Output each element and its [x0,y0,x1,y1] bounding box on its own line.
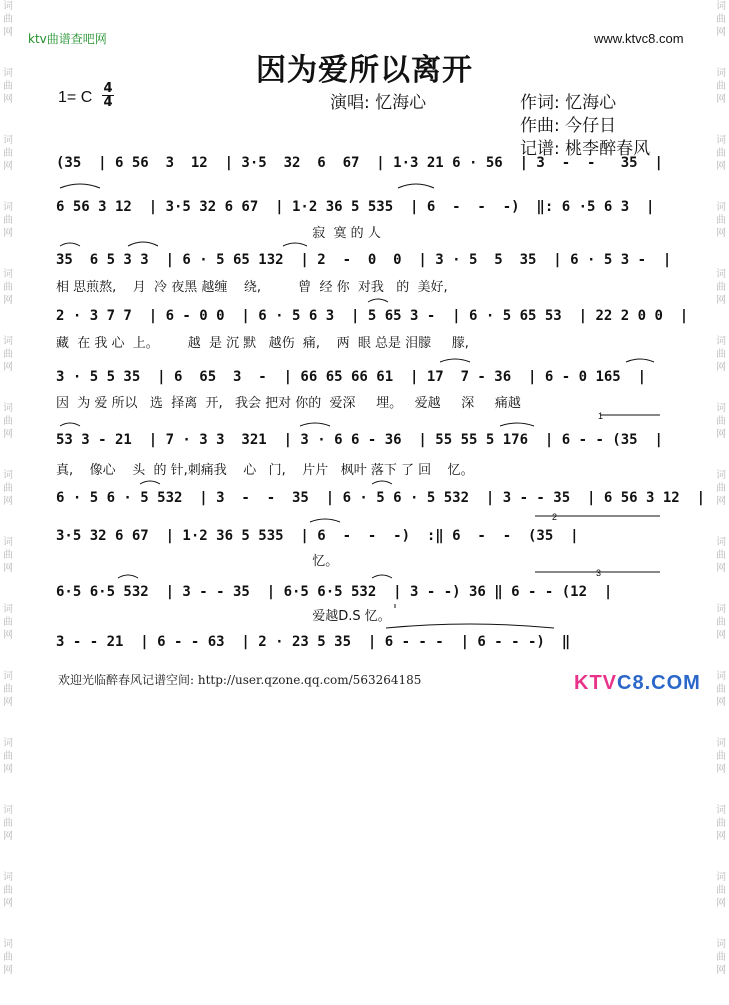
site-logo [574,672,701,695]
watermark-char: 词 [3,872,13,883]
watermark-char: 曲 [3,885,13,896]
score-row-6-notes: 53 3 - 21 | 7 · 3 3 321 | 3 · 6 6 - 36 | 55 55 5 176 | 6 - - (35 | [56,432,663,448]
key-signature: 1= C [58,89,93,106]
score-row-4-notes: 2 · 3 7 7 | 6 - 0 0 | 6 · 5 6 3 | 5 65 3 - | 6 · 5 65 53 | 22 2 0 0 | [56,308,689,324]
watermark-char: 网 [716,496,726,507]
slur-15 [118,575,138,578]
watermark-char: 曲 [716,550,726,561]
watermark-char: 网 [716,295,726,306]
watermark-char: 网 [716,362,726,373]
watermark-char: 词 [3,805,13,816]
watermark-char: 曲 [716,617,726,628]
watermark-char: 曲 [3,282,13,293]
score-row-8-notes: 3·5 32 6 67 | 1·2 36 5 535 | 6 - - -) :‖ 6 - - (35 | [56,528,579,544]
watermark-char: 网 [716,764,726,775]
watermark-char: 词 [3,269,13,280]
watermark-char: 网 [716,94,726,105]
watermark-char: 网 [3,831,13,842]
meter-bottom: 4 [103,95,113,110]
watermark-char: 网 [716,429,726,440]
slur-10 [300,423,330,426]
watermark-gap [713,843,729,871]
watermark-char: 词 [716,604,726,615]
watermark-char: 曲 [3,349,13,360]
watermark-char: 词 [716,537,726,548]
watermark-char: 网 [716,630,726,641]
watermark-char: 词 [716,671,726,682]
watermark-char: 网 [3,362,13,373]
watermark-char: 曲 [716,148,726,159]
watermark-char: 词 [716,403,726,414]
score-row-6-lyrics: 真, 像心 头 的 针,刺痛我 心 门, 片片 枫叶 落下 了 回 忆。 [56,463,474,478]
watermark-char: 曲 [3,952,13,963]
watermark-char: 词 [716,805,726,816]
watermark-char: 曲 [3,550,13,561]
slur-9 [60,423,80,426]
watermark-char: 曲 [716,349,726,360]
score-row-3-notes: 35 6 5 3 3 | 6 · 5 65 132 | 2 - 0 0 | 3 · 5 5 35 | 6 · 5 3 - | [56,252,672,268]
watermark-char: 词 [716,470,726,481]
composer-credit: 作曲: 今仔日 [520,116,617,136]
watermark-char: 曲 [3,818,13,829]
score-row-2-lyrics: 寂 寞 的 人 [56,226,381,241]
score-row-5-lyrics: 因 为 爱 所以 选 择离 开, 我会 把对 你的 爱深 埋。 爱越 深 痛越 [56,396,521,411]
watermark-char: 网 [3,898,13,909]
watermark-char: 曲 [3,751,13,762]
watermark-gap [0,977,16,1005]
watermark-char: 词 [716,336,726,347]
watermark-char: 网 [3,429,13,440]
watermark-char: 曲 [716,684,726,695]
watermark-char: 曲 [716,952,726,963]
watermark-char: 曲 [3,483,13,494]
watermark-char: 网 [3,965,13,976]
volta-2-number: 2 [552,512,558,522]
logo-part-b: C8.COM [617,672,701,694]
score-row-9-notes: 6·5 6·5 532 | 3 - - 35 | 6·5 6·5 532 | 3 - -) 36 ‖ 6 - - (12 | [56,584,613,600]
watermark-char: 网 [716,965,726,976]
watermark-gap [0,776,16,804]
watermark-char: 曲 [3,617,13,628]
watermark-char: 网 [716,831,726,842]
watermark-char: 曲 [716,885,726,896]
watermark-char: 曲 [3,684,13,695]
watermark-char: 曲 [3,14,13,25]
score-row-8-lyrics: 忆。 [56,554,339,569]
watermark-char: 曲 [716,483,726,494]
watermark-char: 词 [3,1,13,12]
tie-long [386,624,554,628]
watermark-char: 网 [716,228,726,239]
watermark-char: 词 [3,336,13,347]
watermark-char: 曲 [716,282,726,293]
watermark-char: 词 [716,939,726,950]
watermark-gap [0,843,16,871]
watermark-char: 网 [3,764,13,775]
watermark-char: 网 [3,697,13,708]
watermark-char: 词 [3,68,13,79]
watermark-char: 网 [716,697,726,708]
watermark-char: 词 [716,269,726,280]
watermark-char: 网 [3,27,13,38]
watermark-char: 网 [716,27,726,38]
watermark-char: 词 [716,1,726,12]
watermark-char: 曲 [716,215,726,226]
watermark-char: 网 [3,630,13,641]
watermark-char: 曲 [716,81,726,92]
slur-16 [372,575,392,578]
slur-13 [372,481,392,484]
site-name-left: ktv曲谱查吧网 [28,32,107,46]
meter-top: 4 [103,81,113,96]
slur-5 [283,243,307,246]
logo-part-a: KTV [574,672,617,694]
watermark-char: 词 [3,403,13,414]
volta-3-number: 3 [596,568,602,578]
watermark-char: 网 [716,161,726,172]
watermark-char: 词 [3,939,13,950]
slur-4 [128,242,158,246]
watermark-char: 词 [716,68,726,79]
score-row-3-lyrics: 相 思煎熬, 月 冷 夜黑 越缠 绕, 曾 经 你 对我 的 美好, [56,280,448,295]
watermark-char: 词 [3,202,13,213]
watermark-char: 词 [3,135,13,146]
slur-12 [140,481,160,484]
score-row-2-notes: 6 56 3 12 | 3·5 32 6 67 | 1·2 36 5 535 | 6 - - -) ‖: 6 ·5 6 3 | [56,199,655,215]
slur-2 [398,184,434,188]
watermark-char: 网 [3,496,13,507]
watermark-char: 词 [3,537,13,548]
watermark-gap [713,910,729,938]
slur-11 [500,423,534,426]
watermark-char: 词 [3,604,13,615]
watermark-char: 网 [716,898,726,909]
score-row-1-notes: (35 | 6 56 3 12 | 3·5 32 6 67 | 1·3 21 6 · 56 | 3 - - 35 | [56,155,663,171]
watermark-char: 曲 [3,148,13,159]
slur-14 [310,519,340,522]
watermark-char: 词 [3,671,13,682]
score-row-5-notes: 3 · 5 5 35 | 6 65 3 - | 66 65 66 61 | 17 7 - 36 | 6 - 0 165 | [56,369,647,385]
watermark-gap [713,776,729,804]
score-row-10-notes: 3 - - 21 | 6 - - 63 | 2 · 23 5 35 | 6 - - - | 6 - - -) ‖ [56,634,571,650]
watermark-gap [0,910,16,938]
score-row-7-notes: 6 · 5 6 · 5 532 | 3 - - 35 | 6 · 5 6 · 5 532 | 3 - - 35 | 6 56 3 12 | [56,490,706,506]
singer-credit: 演唱: 忆海心 [330,93,427,113]
watermark-char: 词 [716,202,726,213]
watermark-char: 曲 [3,416,13,427]
watermark-char: 网 [3,228,13,239]
watermark-char: 网 [3,161,13,172]
slur-8 [626,359,654,362]
slur-1 [60,184,100,188]
watermark-char: 曲 [716,818,726,829]
site-url-right: www.ktvc8.com [594,31,684,46]
page-title: 因为爱所以离开 [256,53,473,88]
slur-3 [60,243,80,246]
score-row-4-lyrics: 藏 在 我 心 上。 越 是 沉 默 越伤 痛, 两 眼 总是 泪朦 朦, [56,336,469,351]
lyricist-credit: 作词: 忆海心 [520,93,617,113]
watermark-char: 词 [3,738,13,749]
watermark-char: 网 [3,94,13,105]
watermark-char: 词 [716,135,726,146]
slur-7 [440,359,470,362]
watermark-char: 网 [3,563,13,574]
footer-text: 欢迎光临醉春风记谱空间: http://user.qzone.qq.com/563264185 [58,673,422,687]
score-row-9-lyrics: 爱越D.S 忆。 [56,609,391,624]
volta-1-number: 1 [598,411,604,421]
slur-6 [368,299,388,302]
watermark-char: 曲 [716,14,726,25]
watermark-char: 词 [716,738,726,749]
watermark-char: 词 [3,470,13,481]
transcriber-credit: 记谱: 桃李醉春风 [520,139,651,159]
watermark-char: 曲 [716,416,726,427]
watermark-char: 网 [3,295,13,306]
watermark-char: 曲 [716,751,726,762]
watermark-char: 网 [716,563,726,574]
watermark-gap [713,977,729,1005]
watermark-char: 曲 [3,215,13,226]
watermark-char: 曲 [3,81,13,92]
watermark-char: 词 [716,872,726,883]
